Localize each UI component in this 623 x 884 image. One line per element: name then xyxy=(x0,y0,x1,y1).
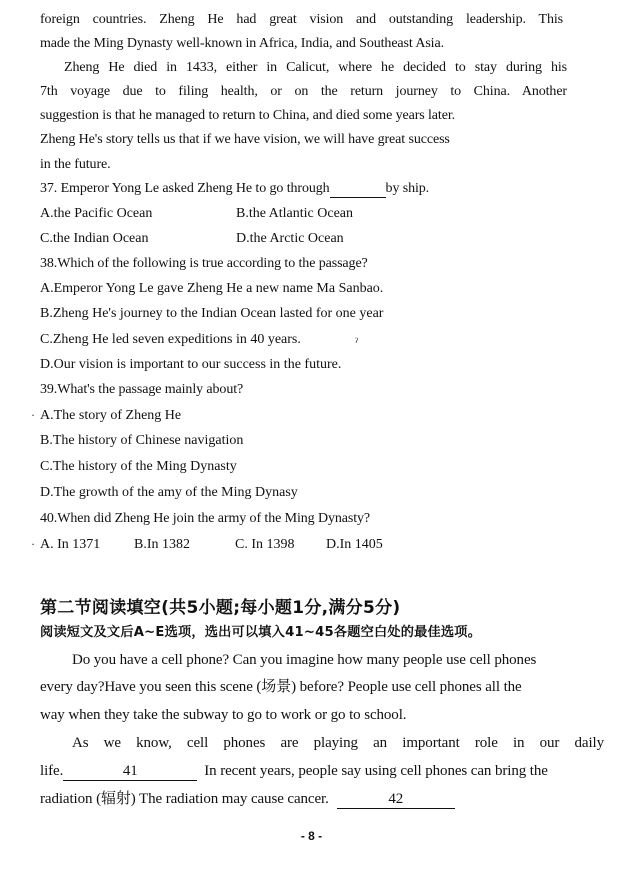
question-37-option-a[interactable]: A.the Pacific Ocean xyxy=(40,206,153,221)
question-37-stem xyxy=(40,180,429,198)
question-40-option-a[interactable]: A. In 1371 xyxy=(40,537,101,552)
passage-line-3 xyxy=(64,59,567,77)
passage-line-1-text: foreign countries. Zheng He had great vision and outstanding leadership. This xyxy=(40,12,563,27)
margin-dot: · xyxy=(31,408,35,422)
page-number: - 8 - xyxy=(300,829,323,843)
section-2-line-4-text: As we know, cell phones are playing an important role in our daily xyxy=(72,735,604,751)
question-39-option-d[interactable]: D.The growth of the amy of the Ming Dynasy xyxy=(40,485,298,500)
question-38-option-a[interactable]: A.Emperor Yong Le gave Zheng He a new name Ma Sanbao. xyxy=(40,281,384,296)
question-40-option-d[interactable]: D.In 1405 xyxy=(326,537,383,552)
question-37-blank[interactable] xyxy=(330,180,386,198)
question-37-stem-before: 37. Emperor Yong Le asked Zheng He to go through xyxy=(40,181,330,196)
question-38-stem: 38.Which of the following is true according to the passage? xyxy=(40,256,368,271)
margin-dot: · xyxy=(31,537,35,551)
section-2-title: 第二节阅读填空(共5小题;每小题1分,满分5分) xyxy=(40,598,401,618)
question-39-option-c[interactable]: C.The history of the Ming Dynasty xyxy=(40,459,237,474)
question-38-option-b[interactable]: B.Zheng He's journey to the Indian Ocean lasted for one year xyxy=(40,306,384,321)
question-37-option-b[interactable]: B.the Atlantic Ocean xyxy=(236,206,354,221)
question-38-option-d[interactable]: D.Our vision is important to our success in the future. xyxy=(40,357,342,372)
section-2-line-1: Do you have a cell phone? Can you imagine how many people use cell phones xyxy=(72,652,537,668)
section-2-line-5-after: In recent years, people say using cell phones can bring the xyxy=(204,763,548,779)
blank-41[interactable]: 41 xyxy=(63,763,197,781)
question-37-option-c[interactable]: C.the Indian Ocean xyxy=(40,231,149,246)
question-40-option-c[interactable]: C. In 1398 xyxy=(235,537,295,552)
passage-line-1 xyxy=(40,11,563,29)
question-38-option-c[interactable]: C.Zheng He led seven expeditions in 40 years. xyxy=(40,332,301,347)
section-2-line-2: every day?Have you seen this scene (场景) before? People use cell phones all the xyxy=(40,679,522,695)
passage-line-7: in the future. xyxy=(40,157,111,172)
passage-line-4 xyxy=(40,83,567,101)
section-2-line-5-before: life. xyxy=(40,763,64,779)
stray-pen-mark: ˀ xyxy=(355,335,358,349)
question-40-stem: 40.When did Zheng He join the army of the Ming Dynasty? xyxy=(40,511,371,526)
section-2-line-3: way when they take the subway to go to work or go to school. xyxy=(40,707,407,723)
question-37-stem-after: by ship. xyxy=(385,181,430,196)
passage-line-3-text: Zheng He died in 1433, either in Calicut, where he decided to stay during his xyxy=(64,60,567,75)
section-2-line-5 xyxy=(40,761,548,781)
section-2-line-6 xyxy=(40,789,455,809)
passage-line-2: made the Ming Dynasty well-known in Africa, India, and Southeast Asia. xyxy=(40,36,444,51)
section-2-line-6-before: radiation (辐射) The radiation may cause cancer. xyxy=(40,791,329,807)
question-40-option-b[interactable]: B.In 1382 xyxy=(134,537,190,552)
question-37-option-d[interactable]: D.the Arctic Ocean xyxy=(236,231,344,246)
passage-line-5: suggestion is that he managed to return to China, and died some years later. xyxy=(40,108,456,123)
question-39-stem: 39.What's the passage mainly about? xyxy=(40,382,244,397)
passage-line-4-text: 7th voyage due to filing health, or on the return journey to China. Another xyxy=(40,84,567,99)
question-39-option-b[interactable]: B.The history of Chinese navigation xyxy=(40,433,244,448)
section-2-instruction: 阅读短文及文后A~E选项，选出可以填入41~45各题空白处的最佳选项。 xyxy=(40,625,482,640)
section-2-line-4 xyxy=(72,733,604,753)
passage-line-6: Zheng He's story tells us that if we have vision, we will have great success xyxy=(40,132,450,147)
question-39-option-a[interactable]: A.The story of Zheng He xyxy=(40,408,182,423)
blank-42[interactable]: 42 xyxy=(337,791,455,809)
